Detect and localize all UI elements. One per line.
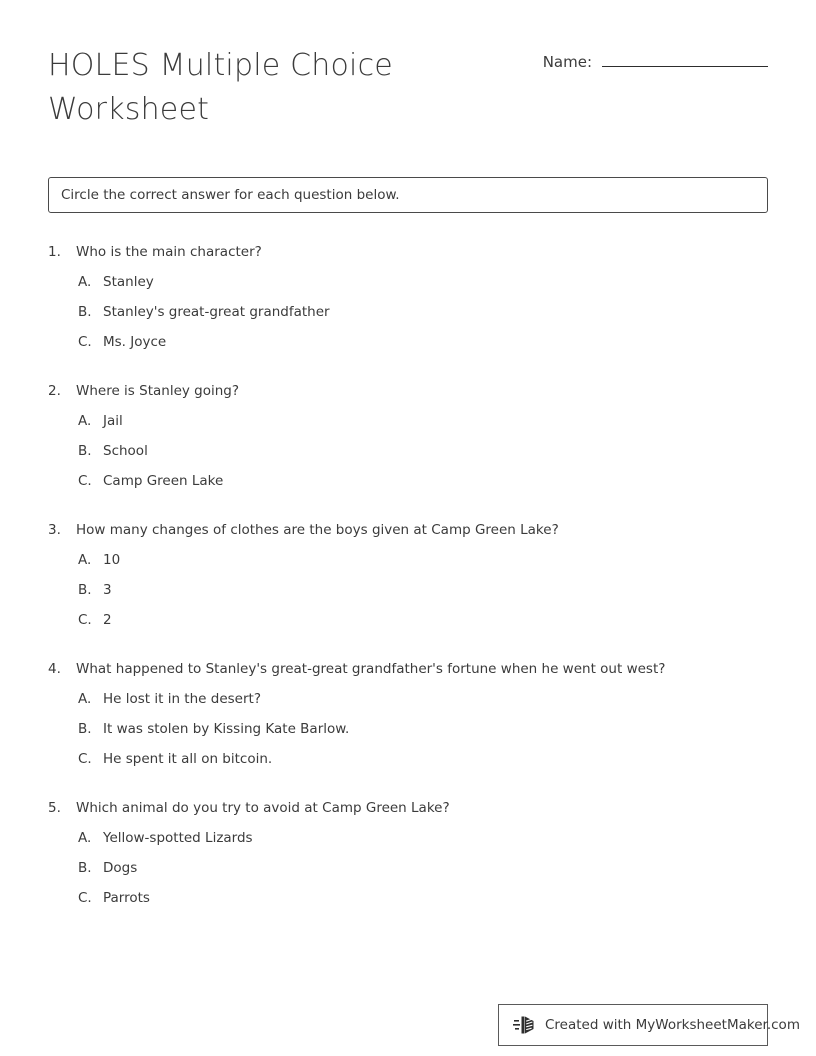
question-line: [48, 798, 768, 818]
option-text: Stanley: [103, 274, 154, 290]
option-list: [48, 550, 768, 640]
question-text: What happened to Stanley's great-great grandfather's fortune when he went out west?: [76, 661, 666, 677]
question-number: 2.: [48, 383, 61, 399]
option-list: [48, 411, 768, 501]
name-input-line[interactable]: [602, 52, 768, 67]
worksheet-header: [48, 40, 768, 132]
question-number: 5.: [48, 800, 61, 816]
question-line: [48, 242, 768, 262]
answer-option[interactable]: [48, 471, 768, 501]
page-title: HOLES Multiple Choice Worksheet: [48, 48, 393, 127]
name-label: Name:: [542, 53, 592, 71]
question-number: 1.: [48, 244, 61, 260]
question-line: [48, 520, 768, 540]
question-line: [48, 659, 768, 679]
question-number: 4.: [48, 661, 61, 677]
answer-option[interactable]: [48, 580, 768, 610]
instruction-text: Circle the correct answer for each question below.: [61, 187, 400, 203]
option-text: Jail: [103, 413, 123, 429]
option-letter: C.: [78, 890, 92, 906]
instruction-box: [48, 177, 768, 213]
question-text: Which animal do you try to avoid at Camp Green Lake?: [76, 800, 450, 816]
answer-option[interactable]: [48, 689, 768, 719]
option-letter: A.: [78, 413, 92, 429]
option-text: He lost it in the desert?: [103, 691, 261, 707]
option-letter: C.: [78, 612, 92, 628]
option-letter: C.: [78, 473, 92, 489]
question-item: [48, 242, 768, 362]
option-list: [48, 689, 768, 779]
question-text: Where is Stanley going?: [76, 383, 240, 399]
option-text: Ms. Joyce: [103, 334, 167, 350]
option-letter: B.: [78, 582, 92, 598]
answer-option[interactable]: [48, 302, 768, 332]
question-text: How many changes of clothes are the boys given at Camp Green Lake?: [76, 522, 559, 538]
option-text: It was stolen by Kissing Kate Barlow.: [103, 721, 350, 737]
badge-text: Created with MyWorksheetMaker.com: [545, 1017, 800, 1033]
option-letter: B.: [78, 304, 92, 320]
option-text: He spent it all on bitcoin.: [103, 751, 273, 767]
question-item: [48, 659, 768, 779]
option-letter: C.: [78, 334, 92, 350]
question-list: [48, 242, 768, 937]
answer-option[interactable]: [48, 858, 768, 888]
option-text: 10: [103, 552, 121, 568]
worksheet-maker-logo-icon: [513, 1014, 537, 1036]
question-item: [48, 381, 768, 501]
option-letter: A.: [78, 274, 92, 290]
question-number: 3.: [48, 522, 61, 538]
question-item: [48, 798, 768, 918]
option-letter: B.: [78, 721, 92, 737]
option-list: [48, 828, 768, 918]
option-text: Yellow-spotted Lizards: [103, 830, 253, 846]
answer-option[interactable]: [48, 272, 768, 302]
option-text: Dogs: [103, 860, 138, 876]
option-letter: A.: [78, 830, 92, 846]
option-letter: C.: [78, 751, 92, 767]
created-with-badge[interactable]: [498, 1004, 800, 1046]
question-text: Who is the main character?: [76, 244, 262, 260]
answer-option[interactable]: [48, 719, 768, 749]
option-text: Parrots: [103, 890, 150, 906]
option-letter: A.: [78, 691, 92, 707]
answer-option[interactable]: [48, 888, 768, 918]
answer-option[interactable]: [48, 550, 768, 580]
option-text: School: [103, 443, 148, 459]
answer-option[interactable]: [48, 332, 768, 362]
name-field-group: [543, 40, 768, 71]
question-line: [48, 381, 768, 401]
option-text: 3: [103, 582, 112, 598]
answer-option[interactable]: [48, 411, 768, 441]
option-letter: B.: [78, 443, 92, 459]
question-item: [48, 520, 768, 640]
option-text: 2: [103, 612, 112, 628]
option-list: [48, 272, 768, 362]
answer-option[interactable]: [48, 441, 768, 471]
answer-option[interactable]: [48, 610, 768, 640]
answer-option[interactable]: [48, 828, 768, 858]
answer-option[interactable]: [48, 749, 768, 779]
option-letter: B.: [78, 860, 92, 876]
option-text: Stanley's great-great grandfather: [103, 304, 330, 320]
option-text: Camp Green Lake: [103, 473, 224, 489]
option-letter: A.: [78, 552, 92, 568]
